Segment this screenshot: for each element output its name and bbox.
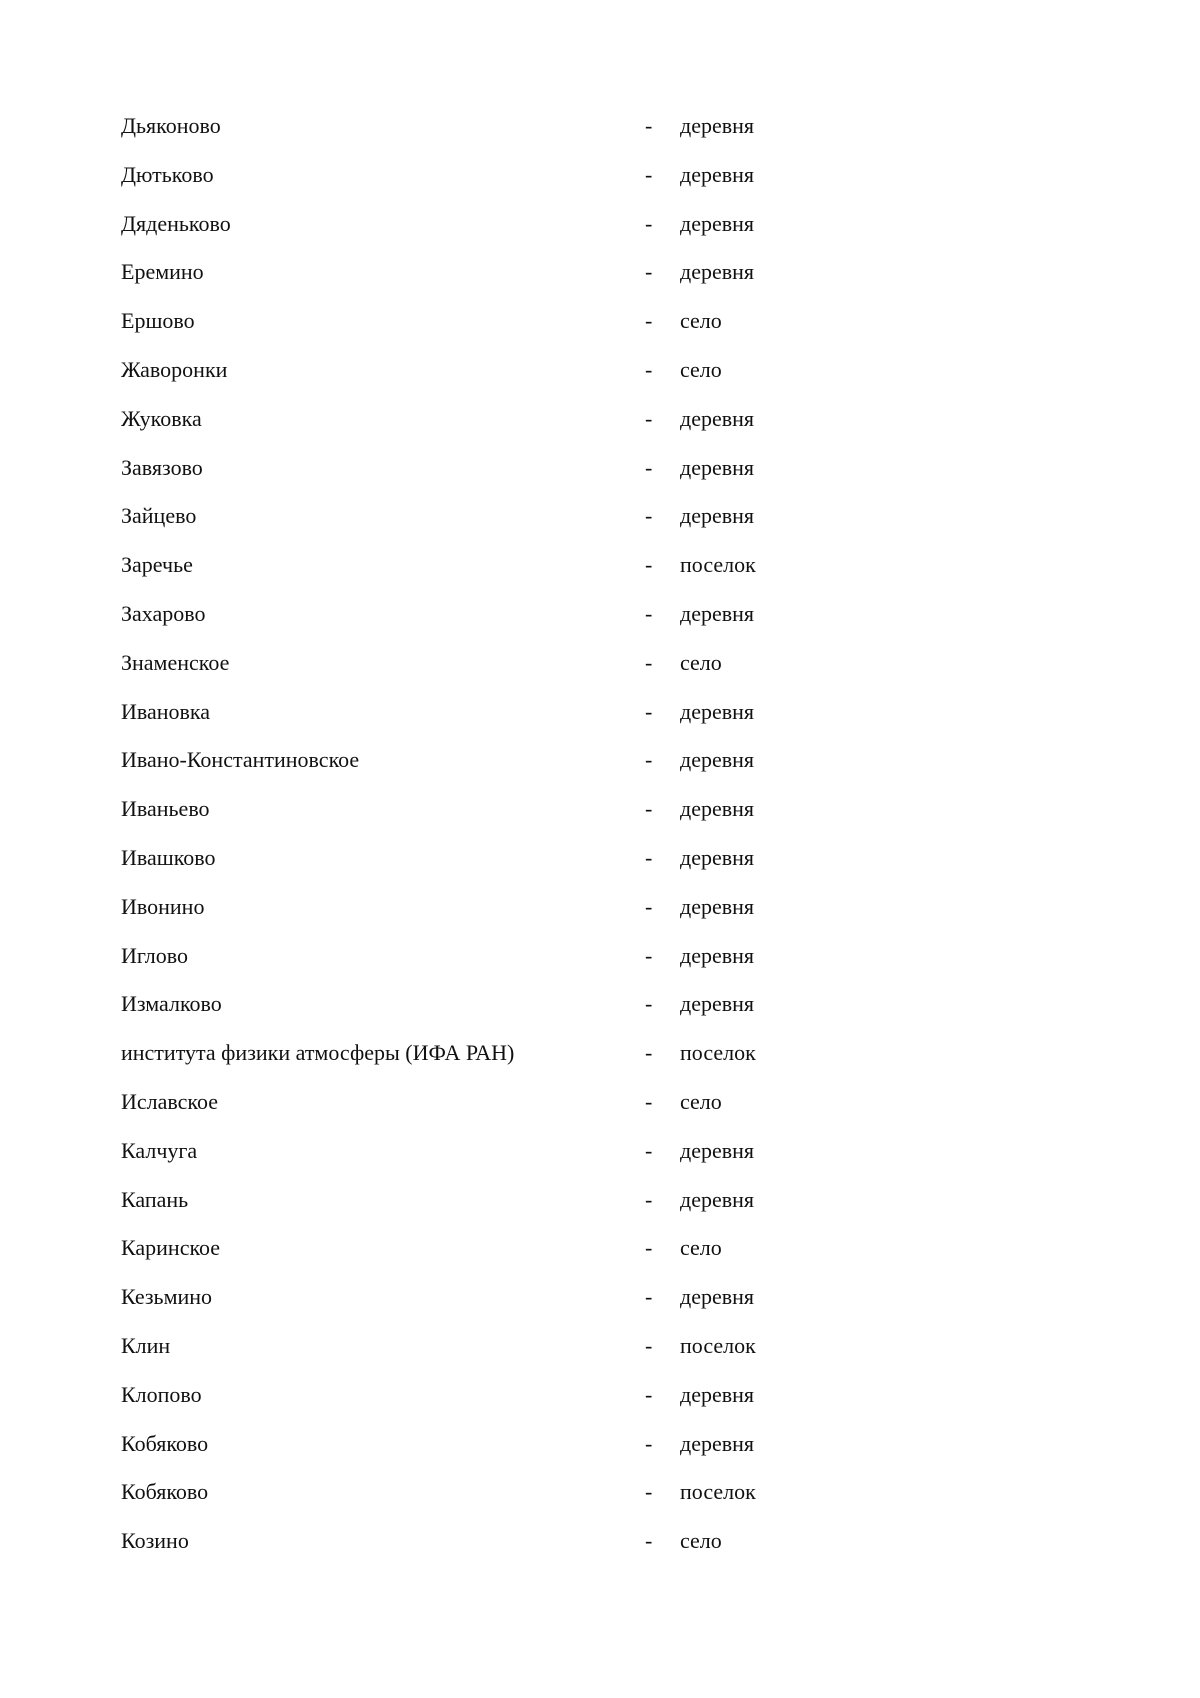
list-item: [121, 297, 881, 346]
separator-dash: -: [645, 1528, 653, 1554]
settlement-name: Ивано-Константиновское: [121, 747, 360, 773]
settlement-type: поселок: [680, 1479, 756, 1505]
settlement-name: Жаворонки: [121, 356, 228, 382]
separator-dash: -: [645, 1040, 653, 1066]
separator-dash: -: [645, 942, 653, 968]
settlement-name: Ивонино: [121, 893, 205, 919]
list-item: [121, 1078, 881, 1127]
settlement-type: деревня: [680, 844, 755, 870]
settlement-name: Дяденьково: [121, 210, 231, 236]
settlement-name: Завязово: [121, 454, 203, 480]
settlement-name: Дьяконово: [121, 113, 221, 138]
separator-dash: -: [645, 405, 653, 431]
separator-dash: -: [645, 1088, 653, 1114]
separator-dash: -: [645, 308, 653, 334]
settlement-name: института физики атмосферы (ИФА РАН): [121, 1040, 515, 1066]
settlement-type: село: [680, 1088, 722, 1114]
settlement-type: деревня: [680, 942, 755, 968]
list-item: [121, 248, 881, 297]
settlement-type: деревня: [680, 1137, 755, 1163]
settlement-type: деревня: [680, 1430, 755, 1456]
list-item: [121, 346, 881, 395]
separator-dash: -: [645, 1137, 653, 1163]
separator-dash: -: [645, 503, 653, 529]
list-item: [121, 736, 881, 785]
separator-dash: -: [645, 893, 653, 919]
list-item: [121, 1224, 881, 1273]
separator-dash: -: [645, 991, 653, 1017]
settlement-type: деревня: [680, 503, 755, 529]
separator-dash: -: [645, 747, 653, 773]
settlement-type: деревня: [680, 113, 755, 138]
separator-dash: -: [645, 1284, 653, 1310]
settlement-name: Клопово: [121, 1381, 202, 1407]
settlement-name: Ивановка: [121, 698, 211, 724]
settlement-type: деревня: [680, 893, 755, 919]
settlement-type: деревня: [680, 1381, 755, 1407]
settlement-name: Еремино: [121, 259, 204, 285]
settlement-name: Иглово: [121, 942, 189, 968]
settlement-type: село: [680, 356, 722, 382]
settlement-type: деревня: [680, 600, 755, 626]
settlement-name: Заречье: [121, 552, 193, 578]
settlement-type: село: [680, 308, 722, 334]
settlement-type: деревня: [680, 796, 755, 822]
settlement-name: Ершово: [121, 308, 195, 334]
settlement-type: деревня: [680, 747, 755, 773]
settlement-type: деревня: [680, 210, 755, 236]
separator-dash: -: [645, 259, 653, 285]
settlement-type: деревня: [680, 1186, 755, 1212]
separator-dash: -: [645, 454, 653, 480]
settlement-name: Ивашково: [121, 844, 216, 870]
settlement-name: Измалково: [121, 991, 222, 1017]
settlement-type: деревня: [680, 405, 755, 431]
separator-dash: -: [645, 161, 653, 187]
list-item: [121, 1371, 881, 1420]
separator-dash: -: [645, 796, 653, 822]
separator-dash: -: [645, 113, 653, 138]
list-item: [121, 492, 881, 541]
settlement-name: Кезьмино: [121, 1284, 213, 1310]
list-item: [121, 932, 881, 981]
settlement-type: село: [680, 1528, 722, 1554]
settlement-type: деревня: [680, 259, 755, 285]
settlement-name: Козино: [121, 1528, 189, 1554]
list-item: [121, 200, 881, 249]
settlement-name: Кобяково: [121, 1479, 209, 1505]
separator-dash: -: [645, 1235, 653, 1261]
list-item: [121, 151, 881, 200]
settlement-name: Клин: [121, 1332, 171, 1358]
separator-dash: -: [645, 552, 653, 578]
settlement-name: Иславское: [121, 1088, 219, 1114]
list-item: [121, 1176, 881, 1225]
list-item: [121, 834, 881, 883]
settlement-type: деревня: [680, 1284, 755, 1310]
separator-dash: -: [645, 649, 653, 675]
settlement-type: село: [680, 649, 722, 675]
list-item: [121, 883, 881, 932]
list-item: [121, 541, 881, 590]
separator-dash: -: [645, 1381, 653, 1407]
list-item: [121, 688, 881, 737]
separator-dash: -: [645, 600, 653, 626]
separator-dash: -: [645, 1430, 653, 1456]
settlement-name: Зайцево: [121, 503, 197, 529]
list-item: [121, 785, 881, 834]
separator-dash: -: [645, 698, 653, 724]
list-item: [121, 1322, 881, 1371]
separator-dash: -: [645, 356, 653, 382]
settlement-type: село: [680, 1235, 722, 1261]
list-item: [121, 590, 881, 639]
separator-dash: -: [645, 210, 653, 236]
settlement-name: Капань: [121, 1186, 189, 1212]
settlement-name: Каринское: [121, 1235, 221, 1261]
settlement-type: поселок: [680, 552, 756, 578]
list-item: [121, 980, 881, 1029]
separator-dash: -: [645, 1186, 653, 1212]
settlement-name: Кобяково: [121, 1430, 209, 1456]
separator-dash: -: [645, 1332, 653, 1358]
settlement-list: [121, 102, 881, 1566]
settlement-name: Иваньево: [121, 796, 210, 822]
list-item: [121, 1468, 881, 1517]
settlement-name: Знаменское: [121, 649, 230, 675]
settlement-name: Дютьково: [121, 161, 214, 187]
settlement-type: деревня: [680, 698, 755, 724]
settlement-type: деревня: [680, 991, 755, 1017]
list-item: [121, 1420, 881, 1469]
list-item: [121, 1517, 881, 1566]
list-item: [121, 102, 881, 151]
settlement-name: Калчуга: [121, 1137, 198, 1163]
list-item: [121, 639, 881, 688]
list-item: [121, 1029, 881, 1078]
settlement-name: Жуковка: [121, 405, 202, 431]
separator-dash: -: [645, 1479, 653, 1505]
settlement-type: поселок: [680, 1040, 756, 1066]
list-item: [121, 1127, 881, 1176]
list-item: [121, 1273, 881, 1322]
settlement-type: поселок: [680, 1332, 756, 1358]
list-item: [121, 395, 881, 444]
settlement-type: деревня: [680, 161, 755, 187]
list-item: [121, 444, 881, 493]
separator-dash: -: [645, 844, 653, 870]
settlement-type: деревня: [680, 454, 755, 480]
settlement-name: Захарово: [121, 600, 206, 626]
